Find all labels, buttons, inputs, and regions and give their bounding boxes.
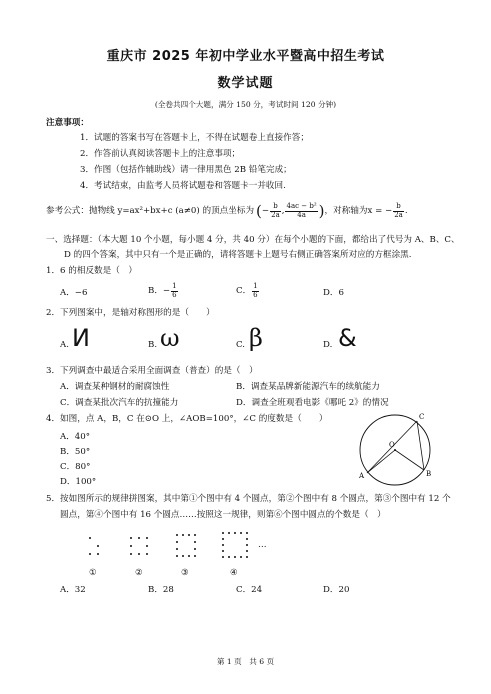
q4-stem: 4．如图，点 A，B，C 在⊙O 上，∠AOB=100°，∠C 的度数是（ ） xyxy=(46,414,328,424)
q2-option-b-glyph: ω xyxy=(160,324,180,352)
vertex-x-fraction: $\frac{b}{2a}$ xyxy=(271,202,280,219)
q1-option-a: A．−6 xyxy=(60,288,88,298)
q4-option: B．50° xyxy=(60,447,91,457)
figure-label: ① xyxy=(89,568,97,578)
exam-title: 重庆市 2025 年初中学业水平暨高中招生考试 xyxy=(106,49,385,64)
note-item: 4．考试结束，由监考人员将试题卷和答题卡一并收回. xyxy=(80,181,286,191)
subject-title: 数学试题 xyxy=(217,76,274,91)
q5-option-a: A．32 xyxy=(60,585,86,595)
page-number: 第 1 页 共 6 页 xyxy=(216,657,275,666)
notes-heading: 注意事项： xyxy=(46,118,89,128)
q3-option-b: B．调查某品牌新能源汽车的续航能力 xyxy=(236,382,380,392)
figure-label: ③ xyxy=(181,568,189,578)
q2-option-c-label: C. xyxy=(236,340,246,350)
q5-stem-line1: 5．按如图所示的规律拼图案，其中第①个图中有 4 个圆点，第②个图中有 8 个圆点，第③个图中有 12 个 xyxy=(46,494,451,504)
label-o: O xyxy=(389,441,395,449)
figure-label: ④ xyxy=(230,568,238,578)
q1-option-c: C． $\frac{1}{6}$ xyxy=(236,282,258,299)
dots-ellipsis: … xyxy=(258,540,267,550)
q3-option-c: C．调查某批次汽车的抗撞能力 xyxy=(60,398,179,408)
q4-option: C．80° xyxy=(60,462,91,472)
q5-stem-line2: 圆点，第④个图中有 16 个圆点……按照这一规律，则第⑥个图中圆点的个数是（ ） xyxy=(60,510,386,520)
axis-fraction: $\frac{b}{2a}$ xyxy=(394,202,403,219)
reference-formula: 参考公式：抛物线 y=ax²+bx+c (a≠0) 的顶点坐标为 ( − $\frac{b}{2a}$ , $\frac{\text{4ac − b²}}{4a}$ ) ，对称轴为 x = − $\frac{b}{2a}$ . xyxy=(46,201,408,220)
q2-option-a-label: A. xyxy=(60,340,69,350)
q3-stem: 3．下列调查中最适合采用全面调查（普查）的是（ ） xyxy=(46,366,258,376)
q5-option-b: B．28 xyxy=(148,585,174,595)
radius-ob xyxy=(395,450,424,470)
note-item: 3．作图（包括作辅助线）请一律用黑色 2B 铅笔完成； xyxy=(80,165,292,175)
q2-option-a-glyph: И xyxy=(72,324,90,352)
q2-option-d-label: D. xyxy=(323,340,333,350)
q2-option-d-glyph: & xyxy=(338,324,357,352)
q2-stem: 2．下列图案中，是轴对称图形的是（ ） xyxy=(46,308,215,318)
section-intro-line2: D 的四个答案，其中只有一个是正确的，请将答题卡上题号右侧正确答案所对应的方框涂黑. xyxy=(64,250,412,260)
q1-option-b: B．− $\frac{1}{6}$ xyxy=(148,282,177,299)
formula-prefix: 参考公式：抛物线 y=ax²+bx+c (a≠0) 的顶点坐标为 xyxy=(46,205,255,216)
q2-option-b-label: B. xyxy=(148,340,158,350)
q1-option-d: D．6 xyxy=(323,288,344,298)
q1-stem: 1．6 的相反数是（ ） xyxy=(46,266,138,276)
circle-figure xyxy=(345,410,445,490)
label-b: B xyxy=(426,470,432,478)
q3-option-a: A．调查某种钢材的耐腐蚀性 xyxy=(60,382,170,392)
q2-option-c-glyph: β xyxy=(249,324,263,352)
exam-meta: (全卷共四个大题，满分 150 分，考试时间 120 分钟) xyxy=(154,100,337,109)
center-point-o xyxy=(394,449,396,451)
note-item: 1．试题的答案书写在答题卡上，不得在试题卷上直接作答； xyxy=(80,133,309,143)
formula-axis-text: ，对称轴为 xyxy=(324,205,368,216)
vertex-y-fraction: $\frac{\text{4ac − b²}}{4a}$ xyxy=(286,202,317,219)
q5-option-d: D．20 xyxy=(323,585,350,595)
figure-label: ② xyxy=(135,568,143,578)
note-item: 2．作答前认真阅读答题卡上的注意事项； xyxy=(80,149,241,159)
q4-option: A．40° xyxy=(60,432,91,442)
q5-option-c: C．24 xyxy=(236,585,263,595)
q4-option: D．100° xyxy=(60,477,97,487)
radius-oa xyxy=(367,450,395,473)
label-a: A xyxy=(359,472,365,480)
label-c: C xyxy=(419,413,425,421)
section-intro-line1: 一、选择题：（本大题 10 个小题，每小题 4 分，共 40 分）在每个小题的下面，都给出了代号为 A、B、C、 xyxy=(46,235,460,245)
q3-option-d: D．调查全班观看电影《哪吒 2》的情况 xyxy=(236,398,389,408)
